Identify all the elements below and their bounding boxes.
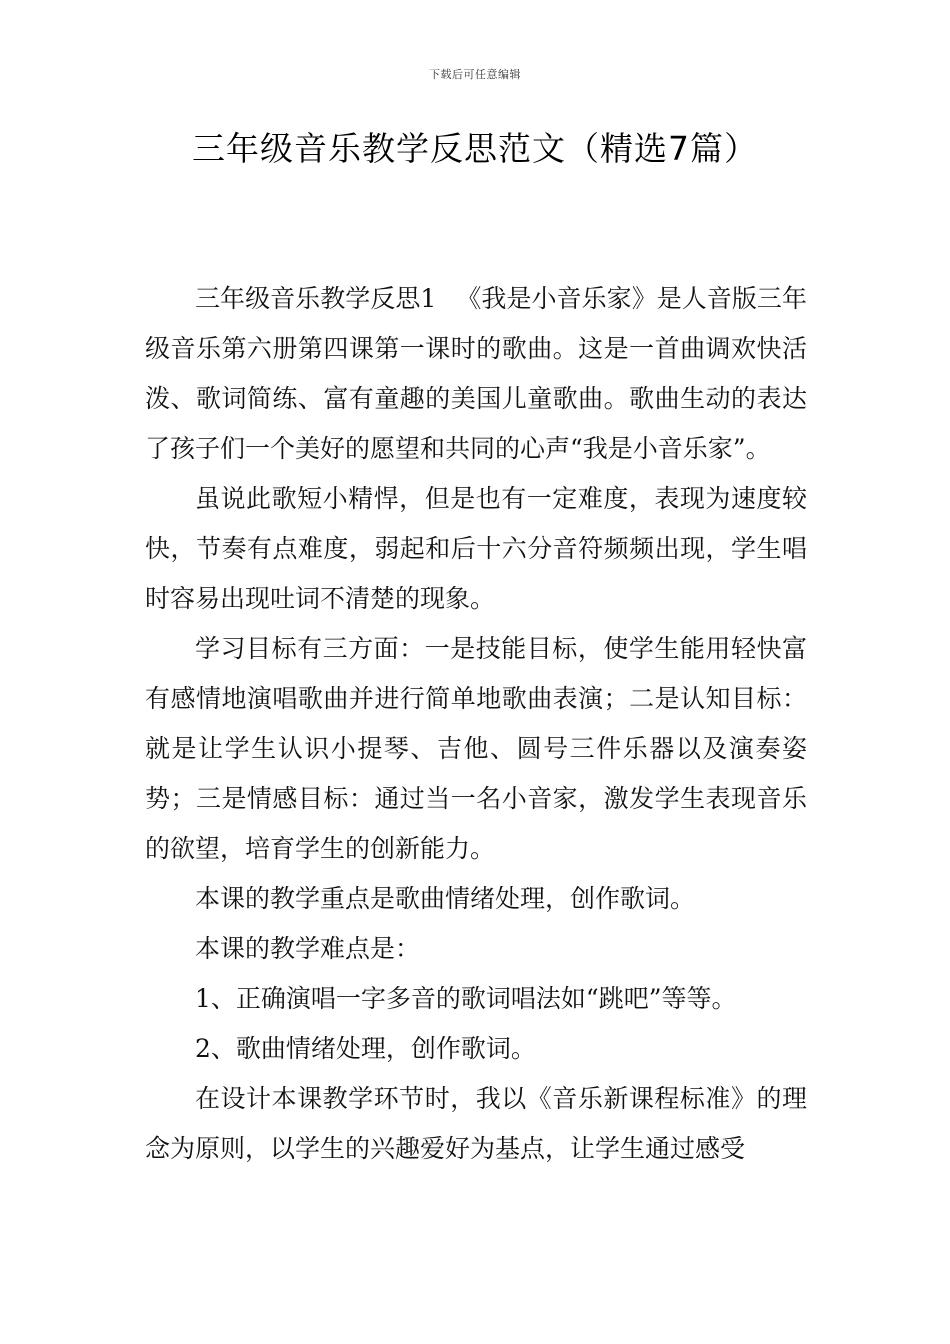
paragraph-1 <box>145 274 807 474</box>
header-note: 下载后可任意编辑 <box>429 68 521 81</box>
paragraph-6: 1、正确演唱一字多音的歌词唱法如“跳吧”等等。 <box>195 984 737 1013</box>
paragraph-3: 学习目标有三方面：一是技能目标，使学生能用轻快富有感情地演唱歌曲并进行简单地歌曲表演；二是认知目标：就是让学生认识小提琴、吉他、圆号三件乐器以及演奏姿势；三是情感目标：通过当一名小音家，激发学生表现音乐的欲望，培育学生的创新能力。 <box>145 634 807 863</box>
paragraph-8: 在设计本课教学环节时，我以《音乐新课程标准》的理念为原则，以学生的兴趣爱好为基点，让学生通过感受 <box>145 1084 807 1163</box>
paragraph-7: 2、歌曲情绪处理，创作歌词。 <box>195 1034 536 1063</box>
document-title: 三年级音乐教学反思范文（精选7篇） <box>192 129 758 168</box>
paragraph-1-text: 《我是小音乐家》是人音版三年级音乐第六册第四课第一课时的歌曲。这是一首曲调欢快活泼、歌词简练、富有童趣的美国儿童歌曲。歌曲生动的表达了孩子们一个美好的愿望和共同的心声“我是小音乐家”。 <box>145 284 807 463</box>
paragraph-2: 虽说此歌短小精悍，但是也有一定难度，表现为速度较快，节奏有点难度，弱起和后十六分音符频频出现，学生唱时容易出现吐词不清楚的现象。 <box>145 484 807 613</box>
paragraph-5: 本课的教学难点是： <box>195 934 421 963</box>
section-heading: 三年级音乐教学反思1 <box>195 284 437 313</box>
paragraph-4: 本课的教学重点是歌曲情绪处理，创作歌词。 <box>195 884 696 913</box>
document-body <box>145 274 807 1174</box>
